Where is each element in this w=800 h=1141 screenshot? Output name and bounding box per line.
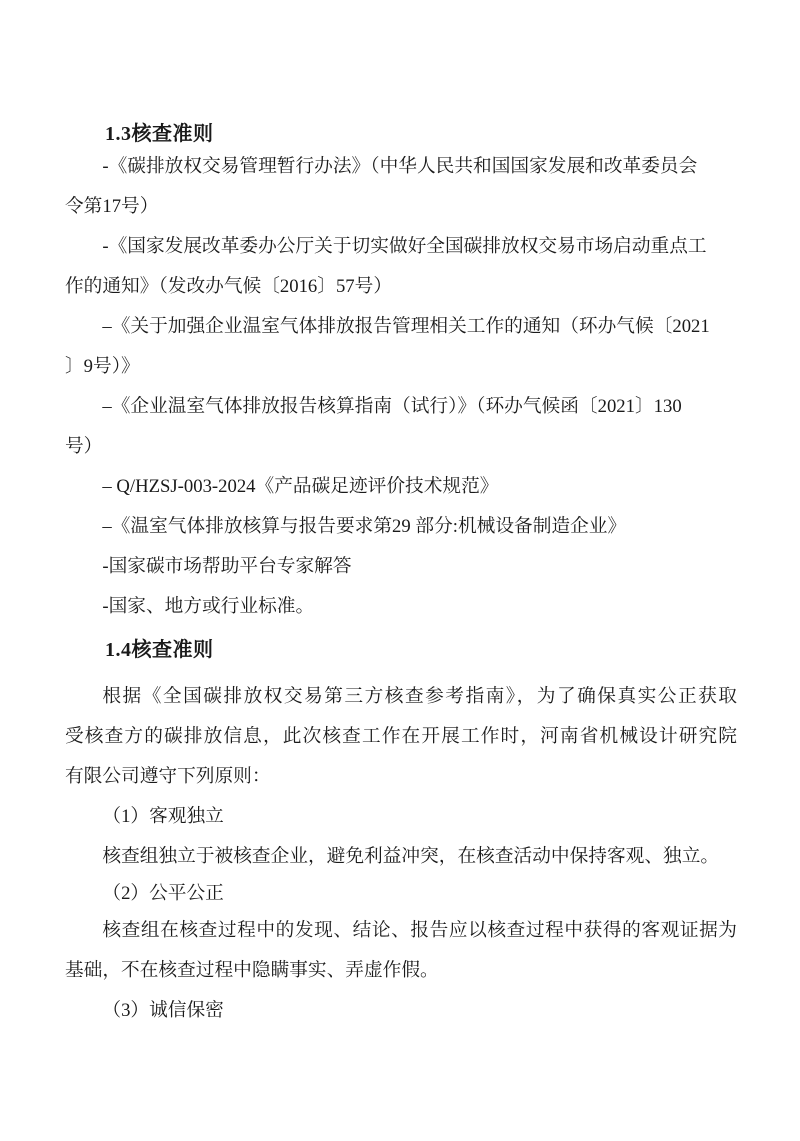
reference-line: 号） xyxy=(65,436,103,457)
reference-line: –《企业温室气体排放报告核算指南（试行）》（环办气候函〔2021〕130 xyxy=(102,396,682,417)
paragraph-line: 基础，不在核查过程中隐瞒事实、弄虚作假。 xyxy=(65,960,439,981)
reference-line: –《关于加强企业温室气体排放报告管理相关工作的通知（环办气候〔2021 xyxy=(102,316,710,337)
section-1-4-heading: 1.4核查准则 xyxy=(105,639,214,661)
principle-item-line: （3）诚信保密 xyxy=(102,1000,224,1021)
section-1-3-verification-criteria xyxy=(65,121,737,627)
reference-line: 〕9号）》 xyxy=(65,356,140,377)
section-1-3-heading: 1.3核查准则 xyxy=(105,123,214,145)
paragraph-line: 核查组独立于被核查企业，避免利益冲突，在核查活动中保持客观、独立。 xyxy=(102,846,720,867)
section-1-4-verification-principles xyxy=(65,637,737,1031)
paragraph-line: 根据《全国碳排放权交易第三方核查参考指南》，为了确保真实公正获取 xyxy=(102,686,737,707)
reference-line: -《碳排放权交易管理暂行办法》（中华人民共和国国家发展和改革委员会 xyxy=(102,156,698,177)
principle-item-line: （2）公平公正 xyxy=(102,883,224,904)
reference-line: 令第17号） xyxy=(65,196,159,217)
paragraph-line: 受核查方的碳排放信息，此次核查工作在开展工作时，河南省机械设计研究院 xyxy=(65,726,737,747)
reference-line: – Q/HZSJ-003-2024《产品碳足迹评价技术规范》 xyxy=(102,476,499,497)
reference-line: -《国家发展改革委办公厅关于切实做好全国碳排放权交易市场启动重点工 xyxy=(102,236,707,257)
reference-line: –《温室气体排放核算与报告要求第29 部分:机械设备制造企业》 xyxy=(102,516,627,537)
reference-line: -国家、地方或行业标准。 xyxy=(102,596,315,617)
paragraph-line: 有限公司遵守下列原则： xyxy=(65,766,271,787)
principle-item-line: （1）客观独立 xyxy=(102,806,224,827)
reference-line: 作的通知》（发改办气候〔2016〕57号） xyxy=(65,276,393,297)
reference-line: -国家碳市场帮助平台专家解答 xyxy=(102,556,352,577)
paragraph-line: 核查组在核查过程中的发现、结论、报告应以核查过程中获得的客观证据为 xyxy=(102,920,737,941)
